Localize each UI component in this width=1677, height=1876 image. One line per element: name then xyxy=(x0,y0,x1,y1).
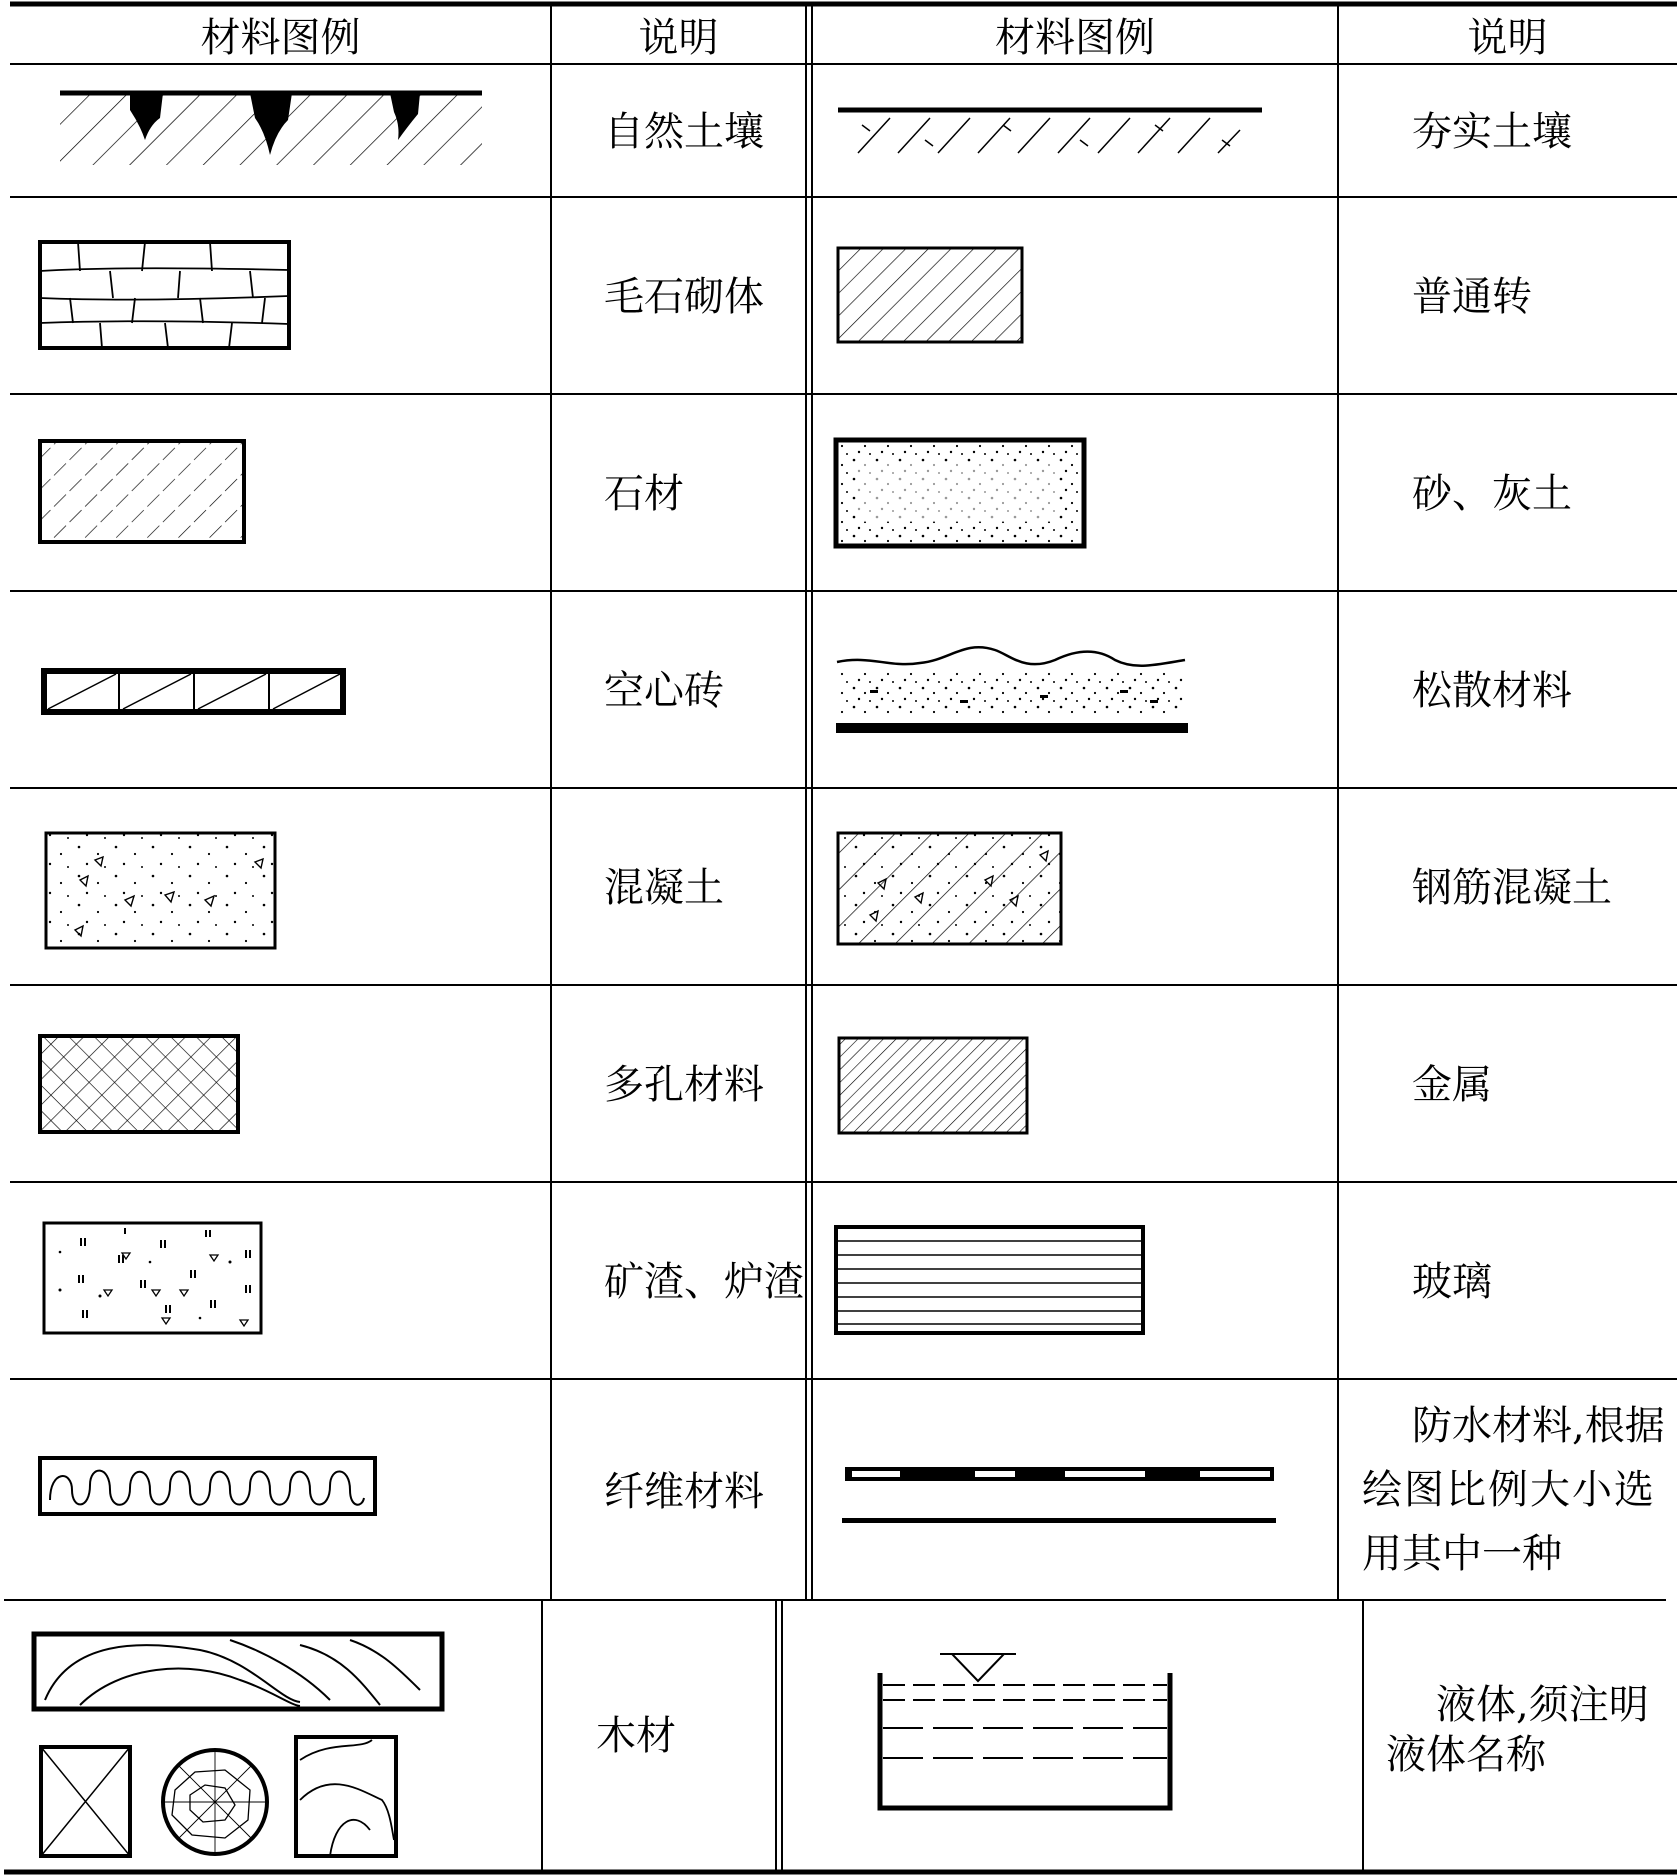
rubble-masonry-symbol xyxy=(40,242,289,348)
label-stone: 石材 xyxy=(604,471,684,517)
label-line: 防水材料,根据 xyxy=(1412,1403,1665,1449)
porous-material-symbol xyxy=(40,1036,238,1132)
label-fiber-material: 纤维材料 xyxy=(604,1469,764,1515)
waterproof-material-symbol xyxy=(842,1467,1276,1523)
label-hollow-brick: 空心砖 xyxy=(604,668,724,714)
glass-symbol xyxy=(836,1227,1143,1333)
label-line: 用其中一种 xyxy=(1362,1531,1562,1577)
header-description-left: 说明 xyxy=(638,15,719,61)
concrete-symbol xyxy=(46,833,275,948)
label-rubble-masonry: 毛石砌体 xyxy=(604,274,764,320)
reinforced-concrete-symbol xyxy=(838,833,1061,944)
label-waterproof-material xyxy=(1362,1394,1665,1586)
label-concrete: 混凝土 xyxy=(604,865,724,911)
loose-material-symbol xyxy=(836,647,1188,733)
slag-symbol xyxy=(44,1223,261,1333)
liquid-symbol xyxy=(880,1654,1170,1808)
label-liquid xyxy=(1386,1680,1666,1780)
label-glass: 玻璃 xyxy=(1412,1259,1492,1305)
label-reinforced-concrete: 钢筋混凝土 xyxy=(1412,865,1612,911)
label-common-brick: 普通转 xyxy=(1412,274,1532,320)
label-compacted-soil: 夯实土壤 xyxy=(1412,109,1572,155)
label-porous-material: 多孔材料 xyxy=(604,1062,764,1108)
header-description-right: 说明 xyxy=(1467,15,1548,61)
sand-lime-soil-symbol xyxy=(836,440,1084,546)
label-slag: 矿渣、炉渣 xyxy=(604,1259,804,1305)
fiber-material-symbol xyxy=(40,1458,375,1514)
timber-symbol xyxy=(34,1634,442,1856)
metal-symbol xyxy=(839,1038,1027,1133)
common-brick-symbol xyxy=(838,248,1022,342)
label-timber: 木材 xyxy=(596,1713,676,1759)
label-metal: 金属 xyxy=(1412,1062,1492,1108)
label-line: 液体,须注明 xyxy=(1436,1682,1649,1728)
label-line: 液体名称 xyxy=(1386,1732,1546,1778)
compacted-soil-symbol xyxy=(838,110,1262,153)
stone-symbol xyxy=(40,441,244,542)
label-line: 绘图比例大小选 xyxy=(1362,1467,1656,1513)
hollow-brick-symbol xyxy=(44,671,343,712)
header-material-legend-right: 材料图例 xyxy=(995,15,1155,61)
label-sand-lime-soil: 砂、灰土 xyxy=(1412,471,1572,517)
label-loose-material: 松散材料 xyxy=(1412,668,1572,714)
header-material-legend-left: 材料图例 xyxy=(200,15,361,61)
label-natural-soil: 自然土壤 xyxy=(604,109,764,155)
natural-soil-symbol xyxy=(60,93,482,165)
